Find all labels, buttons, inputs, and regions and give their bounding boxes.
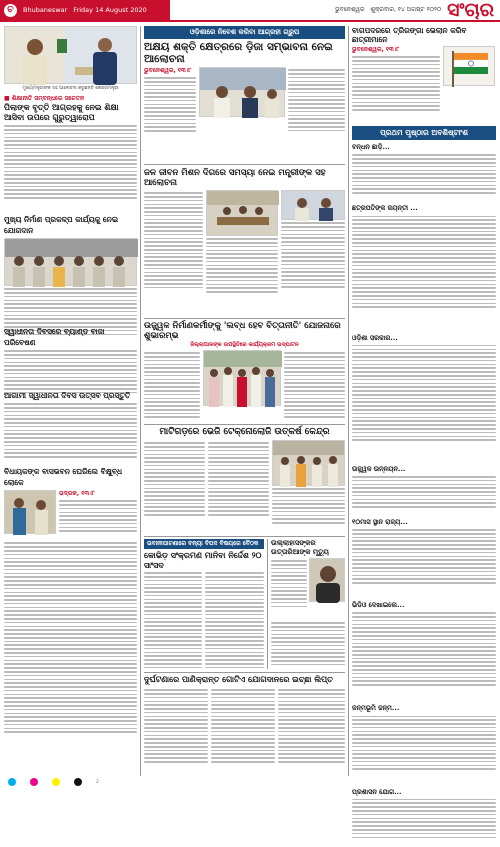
story-headline: ଉଲ୍ଲାହାସଙ୍କର ଉତ୍ତାରିଆଙ୍କ ମୃତ୍ୟୁ [271,539,329,556]
edition-name: Bhubaneswar [23,6,68,14]
dateline: ଭଦ୍ରକ, ୧୩।୮ [59,490,95,497]
divider [144,164,345,165]
story-body [352,216,496,332]
paper-logo-icon: ଚ [4,4,17,17]
continued-section [352,204,496,331]
story-body [144,687,208,781]
story-body [288,69,345,149]
cyan-register-icon [8,778,16,786]
story-headline: ଉଜ୍ଜ୍ୱଳ ନିର୍ମାଣକର୍ମୀଙ୍କୁ 'ଲବ୍ଧ ହେବ ବିତ୍ତାନୀତି' ଯୋଜନାରେ ଶୁଭାରମ୍ଭ [144,321,341,341]
lead-illustration [200,68,286,118]
section-head: ଭିଡିଓ ଦେଖାଇଲେ... [352,601,405,610]
story-body [352,154,496,202]
story-headline: ମାଟିଗଡ଼ରେ ଭେଜି ଟେକ୍ନୋଲୋଜି ଉତ୍କର୍ଷ କେନ୍ଦ୍ର [159,427,330,437]
story-body [271,622,345,676]
brand-title: ସଂଚାର [447,0,494,21]
section-kicker: ■ ଶିକ୍ଷାନୀତି ସମ୍ବନ୍ଧରେ ସଚେତନ [4,95,85,102]
page-date: ଶୁକ୍ରବାର, ୧୪ ଅଗଷ୍ଟ ୨୦୨୦ [370,6,442,13]
meeting-photo [4,26,137,84]
story-subhead: ଜିଲ୍ଲାପାଳଙ୍କ ଉପସ୍ଥିତିରେ କାର୍ଯ୍ୟକ୍ରମ ଉଦ୍‌ଘାଟନ [190,342,299,348]
magenta-register-icon [30,778,38,786]
story-headline: ସ୍ୱାଧୀନତା ଦିବସରେ ବ୍ୟାଣ୍ଡ ବାଜା ପରିବେଷଣ [4,327,105,347]
page-number: 2 [96,779,99,785]
story-body [352,345,496,463]
continued-section [352,334,496,463]
story-body [144,190,203,308]
column-rule [348,26,349,776]
story-body [206,238,278,306]
story-body [4,542,137,778]
story-body [281,222,345,306]
flag-photo [443,46,495,86]
left-column [4,26,137,776]
section-head: ଓଡ଼ିଶା ସରକାର... [352,333,398,342]
dateline: ଭୁବନେଶ୍ୱର, ୧୩।୮ [352,46,400,53]
section-head: ଜନ୍ମଭୂମି ଜନ୍ମ... [352,704,400,713]
photo-caption: ମୁଖ୍ୟମନ୍ତ୍ରୀଙ୍କ ସହ ଆଲୋଚନା କରୁଛନ୍ତି କେନ୍ଦ୍ରମନ୍ତ୍ରୀ [22,86,119,91]
meeting-illustration [5,27,138,85]
middle-column [144,26,345,776]
black-register-icon [74,778,82,786]
event-illustration [204,351,282,407]
divider [144,672,345,673]
masthead-right [335,0,500,20]
continued-section [352,704,496,785]
printer-color-strip [0,777,500,787]
story-body [352,612,496,702]
story-body [352,799,496,847]
group-illustration [5,239,138,287]
national-flag-icon [444,47,496,87]
portrait-illustration [310,559,346,603]
story-body [144,77,196,145]
story-headline: ବାଗପଦରରେ ତ୍ରିରଙ୍ଗା ଭେଲାନ କରିବ ଛାତ୍ରୀମାନେ [352,26,467,44]
section-head: ବନ୍ଧନ ଛାଡ଼ି... [352,143,390,152]
story-body [4,125,137,215]
story-headline: ଜଳ ଜୀବନ ମିଶନ ଦିଗରେ ସମସ୍ୟା ନେଇ ମନ୍ତ୍ରୀଙ୍କ ସହ ଆଲୋଚନା [144,168,326,188]
section-banner: ଭବାନୀପାଟଣାରେ ବନ୍ୟା ବିପଦ ବିଷୟରେ ବୈଠକ [144,539,264,549]
portrait-photo [309,558,345,602]
story-headline: ପିଲାଙ୍କ ବୃତ୍ତି ଆଗ୍ରହକୁ ନେଇ ଶିକ୍ଷା ଆସିବା ଉପରେ ଗୁରୁତ୍ୱାରୋପ [4,103,119,122]
column-rule [140,26,141,776]
continued-section [352,601,496,702]
story-body [211,687,275,781]
section-head: ୧୦ମାସ ସ୍ଥାନ ରାଜ୍ୟ... [352,517,408,526]
story-body [144,440,205,534]
story-body [352,529,496,599]
story-body [271,558,307,620]
story-headline: ମୁଖ୍ୟ ନିର୍ମାଣ ପ୍ରକଳ୍ପ କାର୍ଯ୍ୟକୁ ନେଇ ଯୋଗଦାନ [4,215,119,235]
story-body [352,716,496,786]
continued-banner: ପ୍ରଥମ ପୃଷ୍ଠାର ଅବଶିଷ୍ଟାଂଶ [352,126,496,140]
story-body [4,403,137,473]
protest-illustration [5,491,57,535]
story-headline: ଆଗାମୀ ସ୍ୱାଧୀନତା ଦିବସ ଉତ୍ସବ ପ୍ରସ୍ତୁତି [4,391,131,400]
meeting-room-illustration [207,191,279,237]
protest-photo [4,490,56,534]
story-body [272,488,345,532]
story-body [352,476,496,516]
inauguration-photo [272,440,345,486]
continued-section [352,465,496,516]
column-rule [267,539,268,669]
group-photo [4,238,137,286]
inauguration-illustration [273,441,344,487]
story-body [352,56,440,122]
continued-section [352,518,496,599]
story-headline: ଦୁର୍ଘଟଣାରେ ପାଣିକ୍ରାନ୍ତ ଗୋଟିଏ ଯୋଗଦାନରେ ଇଚ୍ଛା ଲିପ୍ତ [144,675,333,684]
official-photo [281,190,345,220]
story-headline: କୋଭିଡ଼ ସଂକ୍ରମଣ ମାନିବା ନିର୍ଦ୍ଦେଶ ୨୦ ସାଂସଦ [144,551,262,570]
divider [144,424,345,425]
yellow-register-icon [52,778,60,786]
continued-section [352,143,496,202]
edition-date: Friday 14 August 2020 [73,6,147,14]
event-photo [203,350,281,406]
story-body [59,500,137,540]
section-head: ଉଜ୍ଜ୍ୱଳ ଉନ୍ନୟନ... [352,464,406,473]
story-headline: ବିଧାୟକଙ୍କ ବାସଭବନ ଘେରିଲେ ବିକ୍ଷୁବ୍ଧ ଲୋକେ [4,467,123,487]
page-label: ଭୁବନେଶ୍ୱର [335,6,365,13]
right-column [352,26,496,796]
section-head: ପ୍ରଶାସନ ଯୋଗ... [352,787,402,796]
lead-headline: ଅକ୍ଷୟ ଶକ୍ତି କ୍ଷେତ୍ରରେ ଡ଼ିଜା ସମ୍ଭାବନା ନେଇ ଆଲୋଚନା [144,41,333,65]
lead-photo [199,67,285,117]
section-head: ଛତ୍ରପତିଙ୍କ ଜୟନ୍ତୀ ... [352,204,418,213]
story-body [278,687,345,781]
meeting-room-photo [206,190,278,236]
edition-strip [0,0,170,20]
dateline: ଭୁବନେଶ୍ୱର, ୧୩।୮ [144,67,192,74]
divider [144,536,345,537]
divider [144,318,345,319]
continued-section [352,788,496,847]
official-illustration [282,191,344,221]
story-body [208,440,269,534]
story-body [144,350,200,434]
story-body [284,350,345,434]
mid-top-kicker: ଓଡ଼ିଶାରେ ନିବେଶ କରିବା ଆଗ୍ରହୀ ଗ୍ରୁପ [144,26,345,39]
